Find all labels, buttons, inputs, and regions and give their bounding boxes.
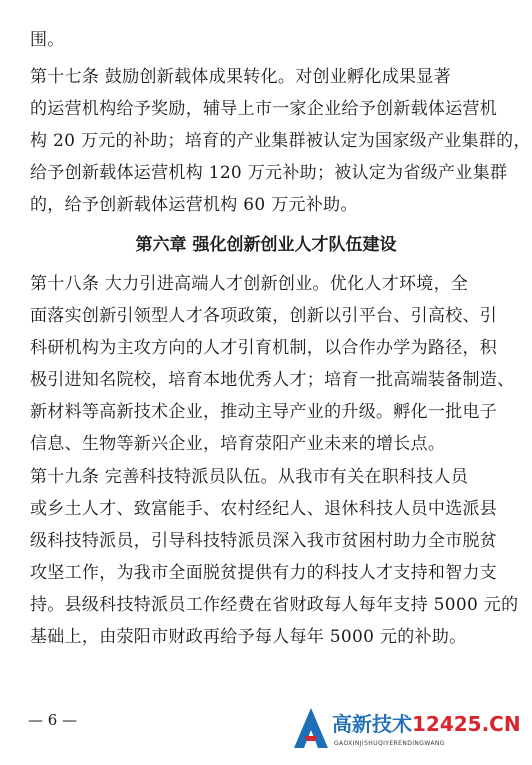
body-line: 第十八条 大力引进高端人才创新创业。优化人才环境，全 [30, 274, 469, 294]
body-line: 科研机构为主攻方向的人才引育机制，以合作办学为路径，积 [30, 338, 498, 358]
body-line: 构 20 万元的补助；培育的产业集群被认定为国家级产业集群的， [30, 131, 531, 151]
site-watermark [292, 704, 528, 760]
body-line: 围。 [30, 30, 65, 50]
body-line: 第十九条 完善科技特派员队伍。从我市有关在职科技人员 [30, 467, 469, 487]
body-line: 极引进知名院校，培育本地优秀人才；培育一批高端装备制造、 [30, 370, 515, 390]
body-line: 级科技特派员，引导科技特派员深入我市贫困村助力全市脱贫 [30, 531, 498, 551]
body-line: 的，给予创新载体运营机构 60 万元补助。 [30, 195, 358, 215]
watermark-logo-icon [292, 706, 330, 750]
body-line: 持。县级科技特派员工作经费在省财政每人每年支持 5000 元的 [30, 595, 519, 615]
body-line: 给予创新载体运营机构 120 万元补助；被认定为省级产业集群 [30, 163, 508, 183]
body-line: 基础上，由荥阳市财政再给予每人每年 5000 元的补助。 [30, 627, 467, 647]
chapter-heading: 第六章 强化创新创业人才队伍建设 [135, 235, 397, 255]
body-line: 新材料等高新技术企业，推动主导产业的升级。孵化一批电子 [30, 402, 498, 422]
watermark-domain: 12425.CN [412, 712, 521, 736]
body-line: 或乡土人才、致富能手、农村经纪人、退休科技人员中选派县 [30, 499, 498, 519]
body-line: 攻坚工作，为我市全面脱贫提供有力的科技人才支持和智力支 [30, 563, 498, 583]
body-line: 信息、生物等新兴企业，培育荥阳产业未来的增长点。 [30, 434, 446, 454]
body-line: 第十七条 鼓励创新载体成果转化。对创业孵化成果显著 [30, 67, 451, 87]
page-number: — 6 — [28, 711, 78, 729]
watermark-title [332, 708, 521, 737]
watermark-subtitle: GAOXINJISHUQIYERENDINGWANG [334, 740, 445, 747]
watermark-title-main: 高新技术 [332, 712, 412, 736]
body-line: 面落实创新引领型人才各项政策，创新以引平台、引高校、引 [30, 306, 498, 326]
body-line: 的运营机构给予奖励，辅导上市一家企业给予创新载体运营机 [30, 99, 498, 119]
